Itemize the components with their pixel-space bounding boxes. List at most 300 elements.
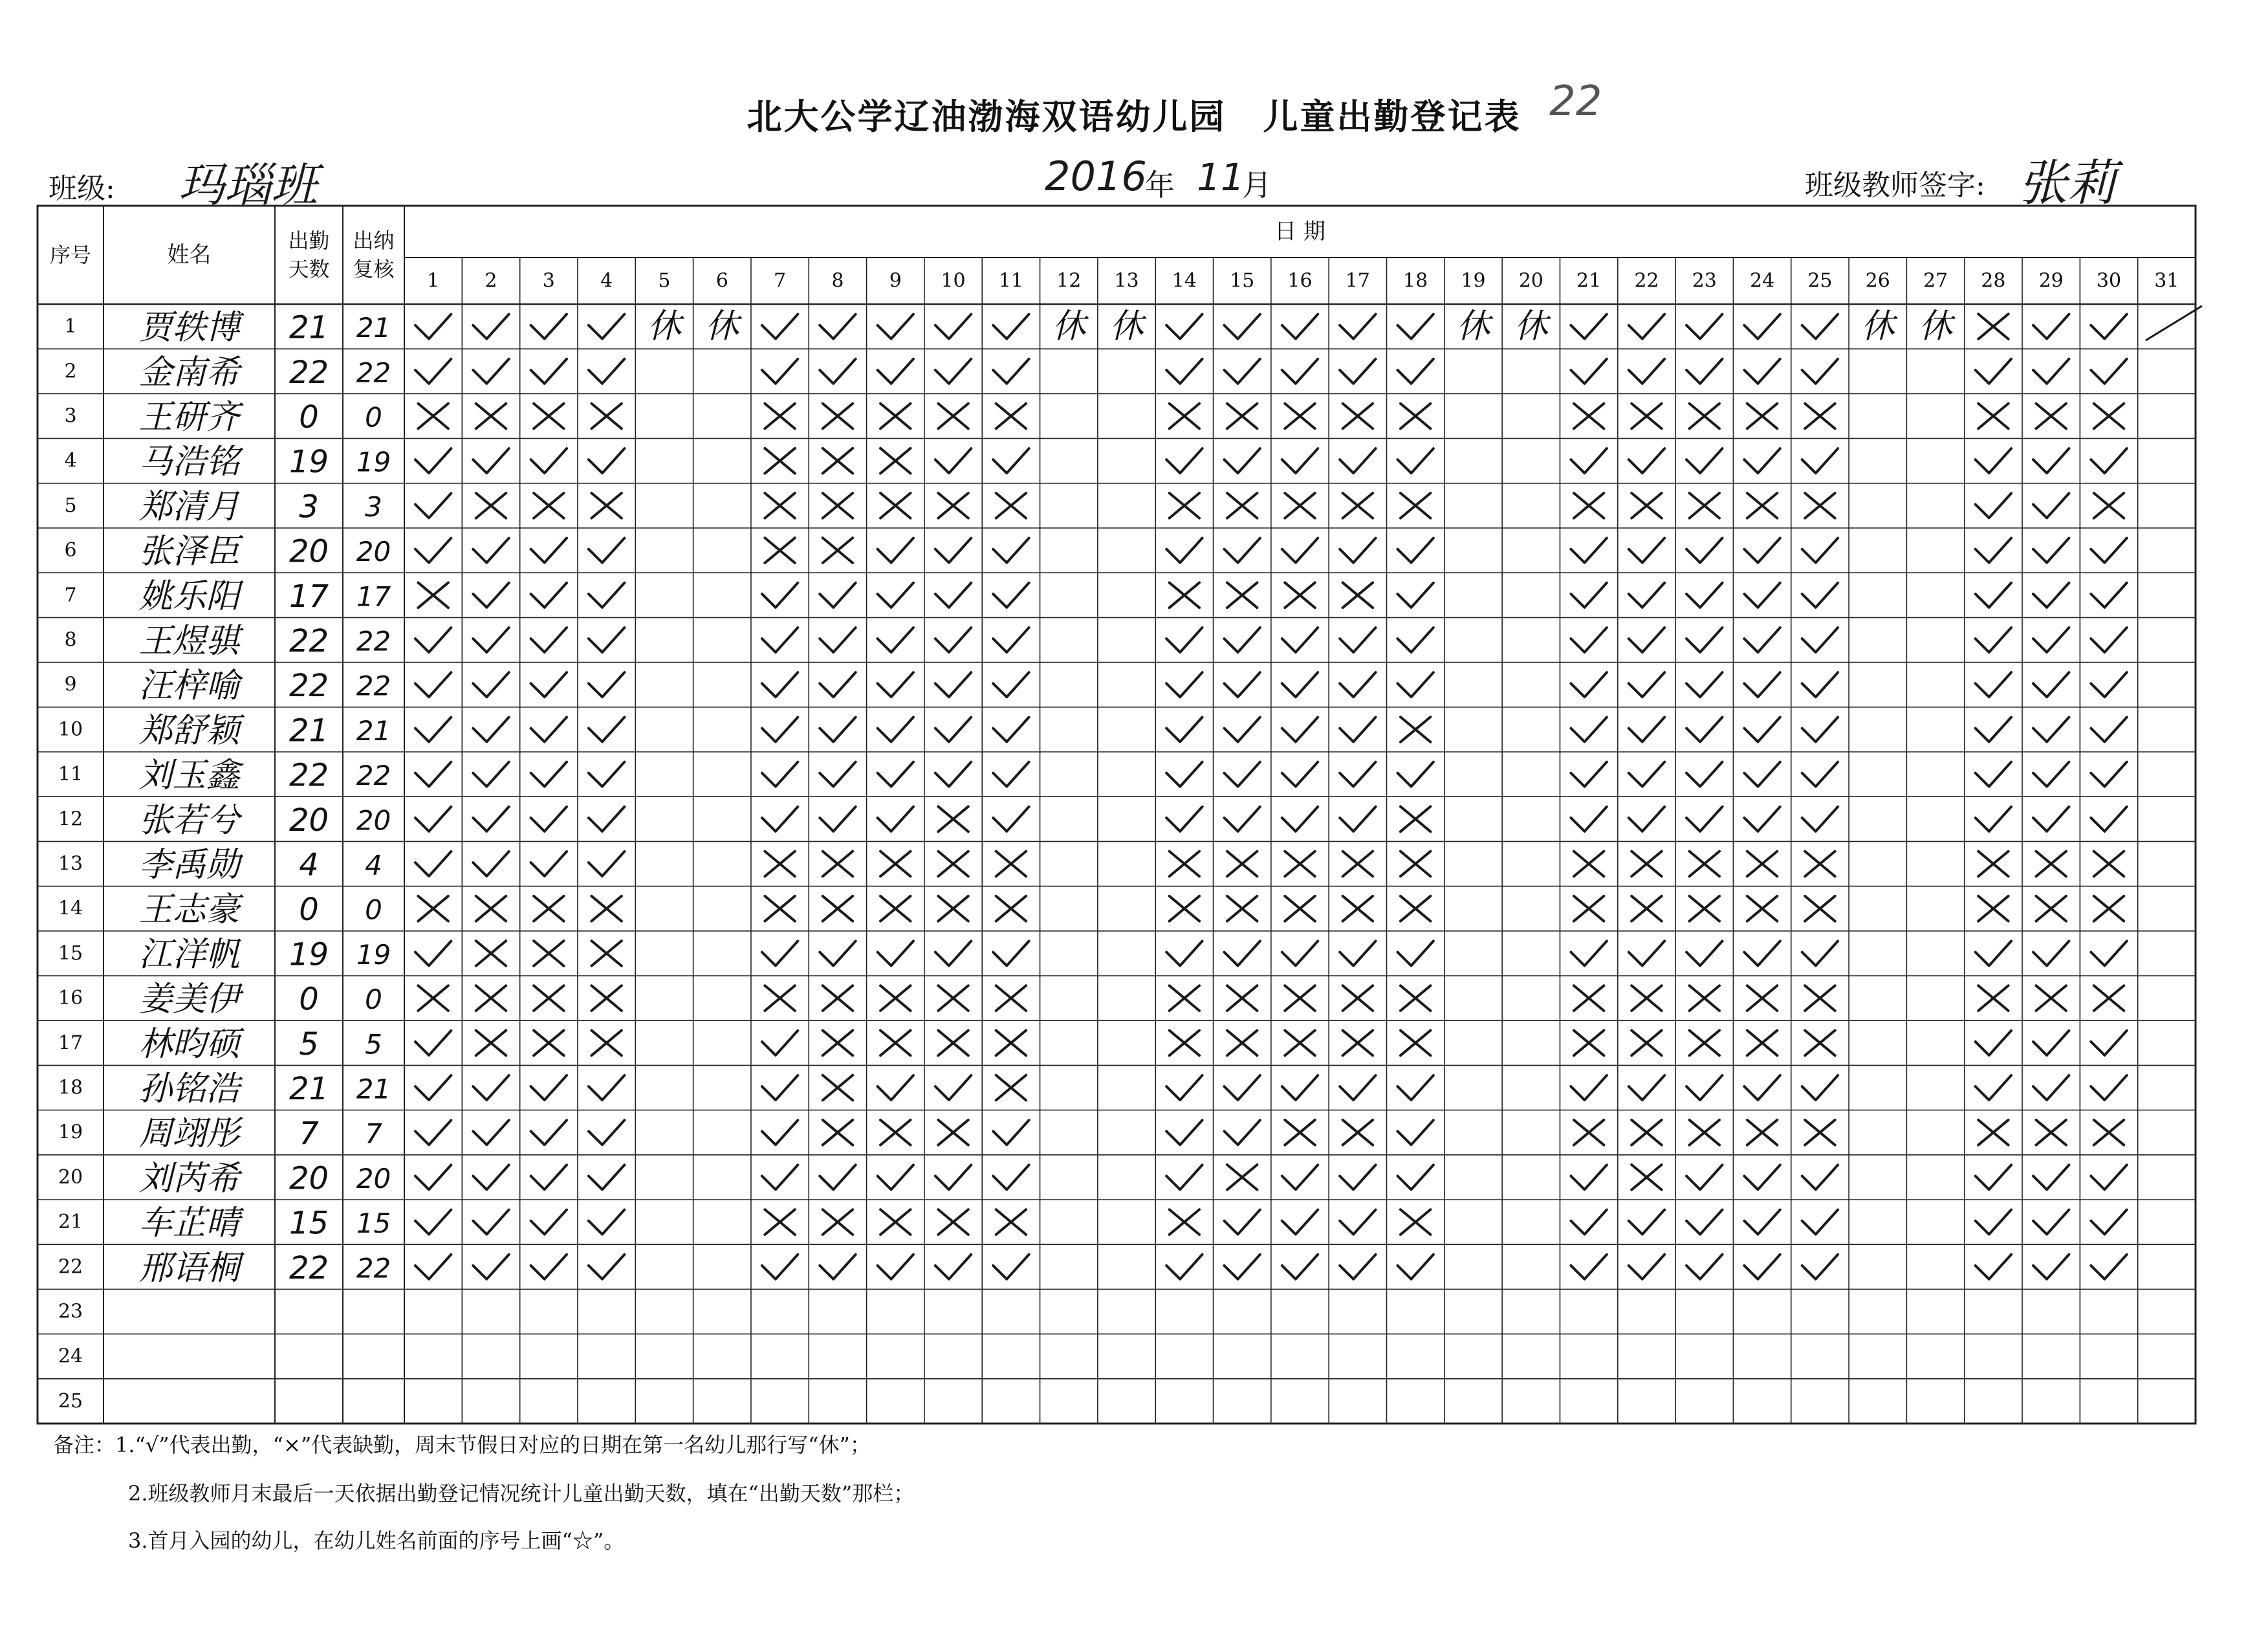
present-mark: [589, 314, 624, 339]
absent-mark: [1343, 493, 1373, 518]
attend-days-value: 5: [299, 1026, 319, 1062]
present-mark: [1976, 493, 2011, 518]
absent-mark: [880, 493, 910, 518]
present-mark: [993, 359, 1029, 384]
student-name: 王研齐: [138, 398, 240, 437]
present-mark: [993, 1255, 1029, 1279]
handwritten-count-mark: 22: [1549, 78, 1602, 126]
present-mark: [589, 852, 624, 876]
present-mark: [1802, 1255, 1838, 1279]
present-mark: [589, 538, 624, 563]
absent-mark: [1631, 852, 1661, 877]
absent-mark: [1170, 896, 1199, 921]
row-seq: 7: [64, 584, 77, 607]
attend-days-value: 3: [299, 489, 319, 525]
student-name: 邢语桐: [138, 1248, 240, 1288]
row-seq: 3: [64, 404, 77, 428]
present-mark: [1282, 762, 1318, 787]
teacher-sign-label: 班级教师签字:: [1805, 169, 1985, 202]
rest-day-mark: 休: [1514, 307, 1548, 346]
present-mark: [1571, 941, 1606, 965]
absent-mark: [591, 985, 621, 1011]
attend-days-value: 22: [289, 757, 329, 794]
row-seq: 22: [58, 1255, 83, 1279]
recheck-value: 22: [356, 760, 391, 792]
student-name: 郑清月: [138, 487, 240, 527]
day-header: 21: [1576, 269, 1602, 292]
present-mark: [1802, 583, 1838, 608]
present-mark: [1802, 1210, 1838, 1235]
day-header: 7: [774, 269, 787, 292]
present-mark: [1744, 1165, 1780, 1189]
absent-mark: [1285, 896, 1314, 921]
student-name: 王煜骐: [138, 622, 240, 661]
present-mark: [473, 762, 508, 787]
present-mark: [1340, 359, 1375, 384]
day-header: 13: [1114, 269, 1139, 292]
present-mark: [1397, 628, 1433, 652]
absent-mark: [823, 538, 853, 563]
present-mark: [1976, 583, 2011, 608]
present-mark: [1224, 448, 1259, 473]
present-mark: [1224, 628, 1259, 652]
present-mark: [935, 314, 971, 339]
present-mark: [2091, 1255, 2126, 1279]
absent-mark: [1343, 985, 1373, 1011]
present-mark: [820, 359, 855, 384]
recheck-value: 0: [365, 984, 382, 1016]
absent-mark: [765, 538, 794, 563]
note-2: 2.班级教师月末最后一天依据出勤登记情况统计儿童出勤天数，填在“出勤天数”那栏；: [128, 1481, 915, 1506]
row-seq: 6: [64, 539, 77, 562]
absent-mark: [534, 404, 563, 429]
present-mark: [589, 1120, 624, 1145]
absent-mark: [1285, 852, 1314, 877]
absent-mark: [1747, 404, 1777, 429]
present-mark: [878, 359, 913, 384]
attend-days-value: 22: [289, 668, 329, 705]
absent-mark: [1574, 1120, 1604, 1145]
present-mark: [993, 314, 1029, 339]
present-mark: [2091, 1165, 2126, 1189]
absent-mark: [418, 985, 448, 1011]
present-mark: [1166, 359, 1202, 384]
present-mark: [1397, 941, 1433, 965]
present-mark: [415, 807, 451, 831]
present-mark: [1802, 1165, 1838, 1189]
present-mark: [1571, 1165, 1606, 1189]
present-mark: [2033, 762, 2069, 787]
row-seq: 1: [64, 315, 77, 338]
present-mark: [2033, 448, 2069, 473]
row-seq: 20: [58, 1165, 83, 1189]
present-mark: [473, 1075, 508, 1100]
absent-mark: [823, 404, 853, 429]
present-mark: [1166, 672, 1202, 697]
row-seq: 9: [64, 673, 77, 696]
present-mark: [1571, 538, 1606, 563]
present-mark: [1282, 448, 1318, 473]
absent-mark: [1805, 985, 1835, 1011]
row-seq: 4: [64, 449, 77, 472]
present-mark: [1976, 717, 2011, 742]
present-mark: [878, 1165, 913, 1189]
absent-mark: [1401, 493, 1430, 518]
present-mark: [820, 941, 855, 965]
form-title: 北大公学辽油渤海双语幼儿园 儿童出勤登记表: [747, 96, 1521, 137]
absent-mark: [765, 493, 794, 518]
absent-mark: [1401, 985, 1430, 1011]
present-mark: [878, 538, 913, 563]
present-mark: [1340, 807, 1375, 831]
absent-mark: [1170, 1209, 1199, 1235]
row-seq: 24: [58, 1345, 83, 1368]
present-mark: [589, 448, 624, 473]
present-mark: [1976, 628, 2011, 652]
absent-mark: [1631, 404, 1661, 429]
absent-mark: [1343, 582, 1373, 608]
present-mark: [1744, 583, 1780, 608]
attend-days-value: 19: [289, 444, 329, 481]
present-mark: [762, 1255, 798, 1279]
student-name: 马浩铭: [138, 443, 240, 482]
present-mark: [415, 448, 451, 473]
day-header: 15: [1230, 269, 1255, 292]
day-header: 29: [2038, 269, 2064, 292]
absent-mark: [1227, 852, 1257, 877]
present-mark: [1686, 1210, 1722, 1235]
present-mark: [1282, 359, 1318, 384]
present-mark: [473, 717, 508, 742]
absent-mark: [1285, 582, 1314, 608]
present-mark: [2091, 1031, 2126, 1055]
present-mark: [1282, 1165, 1318, 1189]
absent-mark: [476, 493, 506, 518]
class-label: 班级:: [49, 172, 115, 205]
present-mark: [473, 672, 508, 697]
present-mark: [1802, 807, 1838, 831]
present-mark: [1166, 314, 1202, 339]
present-mark: [1976, 1210, 2011, 1235]
header-recheck: 出纳: [353, 228, 395, 253]
student-name: 张泽臣: [138, 532, 240, 571]
row-seq: 21: [58, 1211, 83, 1234]
attend-days-value: 7: [299, 1116, 319, 1152]
attend-days-value: 19: [289, 936, 329, 973]
absent-mark: [2036, 852, 2066, 877]
absent-mark: [938, 985, 968, 1011]
recheck-value: 7: [365, 1117, 382, 1150]
absent-mark: [1574, 852, 1604, 877]
recheck-value: 22: [356, 357, 391, 389]
rest-day-mark: 休: [1919, 307, 1953, 346]
present-mark: [878, 762, 913, 787]
present-mark: [589, 1210, 624, 1235]
present-mark: [820, 1255, 855, 1279]
present-mark: [935, 1255, 971, 1279]
present-mark: [762, 1120, 798, 1145]
attend-days-value: 0: [299, 892, 319, 929]
absent-mark: [996, 1030, 1026, 1055]
absent-mark: [1978, 404, 2008, 429]
present-mark: [589, 762, 624, 787]
month-label: 月: [1242, 168, 1272, 203]
present-mark: [1224, 1120, 1259, 1145]
row-seq: 8: [64, 628, 77, 652]
present-mark: [1340, 448, 1375, 473]
present-mark: [1282, 628, 1318, 652]
rest-day-mark: 休: [1860, 307, 1895, 346]
day-header: 24: [1749, 269, 1775, 292]
recheck-value: 4: [365, 849, 382, 881]
present-mark: [2033, 672, 2069, 697]
present-mark: [878, 941, 913, 965]
header-recheck: 复核: [353, 257, 395, 281]
present-mark: [1397, 672, 1433, 697]
present-mark: [1744, 314, 1780, 339]
present-mark: [993, 941, 1029, 965]
absent-mark: [2094, 896, 2124, 921]
absent-mark: [476, 404, 506, 429]
present-mark: [1282, 314, 1318, 339]
attend-days-value: 21: [289, 1071, 329, 1107]
present-mark: [1629, 1075, 1664, 1100]
row-seq: 12: [58, 808, 83, 831]
absent-mark: [1227, 582, 1257, 608]
present-mark: [473, 1120, 508, 1145]
present-mark: [762, 1075, 798, 1100]
present-mark: [762, 717, 798, 742]
absent-mark: [938, 806, 968, 831]
absent-mark: [418, 896, 448, 921]
present-mark: [1224, 672, 1259, 697]
present-mark: [473, 448, 508, 473]
attend-days-value: 0: [299, 399, 319, 435]
student-name: 刘芮希: [138, 1159, 240, 1198]
recheck-value: 21: [356, 1073, 391, 1105]
absent-mark: [591, 404, 621, 429]
absent-mark: [1401, 1209, 1430, 1235]
absent-mark: [880, 1209, 910, 1235]
absent-mark: [880, 404, 910, 429]
present-mark: [589, 807, 624, 831]
present-mark: [762, 672, 798, 697]
present-mark: [1802, 762, 1838, 787]
present-mark: [820, 628, 855, 652]
absent-mark: [765, 896, 794, 921]
absent-mark: [765, 985, 794, 1011]
absent-mark: [1170, 493, 1199, 518]
present-mark: [589, 583, 624, 608]
absent-mark: [591, 1030, 621, 1055]
row-seq: 17: [58, 1031, 83, 1055]
absent-mark: [1631, 1030, 1661, 1055]
present-mark: [1802, 1075, 1838, 1100]
day-header: 12: [1056, 269, 1082, 292]
present-mark: [473, 314, 508, 339]
day-header: 5: [658, 269, 671, 292]
recheck-value: 0: [365, 894, 382, 926]
present-mark: [1340, 1210, 1375, 1235]
recheck-value: 19: [356, 938, 391, 971]
day-header: 31: [2154, 269, 2179, 292]
absent-mark: [823, 448, 853, 474]
row-seq: 14: [58, 897, 83, 920]
present-mark: [2091, 1210, 2126, 1235]
present-mark: [1686, 359, 1722, 384]
present-mark: [1571, 1075, 1606, 1100]
present-mark: [1802, 941, 1838, 965]
absent-mark: [1227, 896, 1257, 921]
present-mark: [1282, 538, 1318, 563]
absent-mark: [996, 896, 1026, 921]
row-seq: 13: [58, 852, 83, 875]
present-mark: [2033, 314, 2069, 339]
student-name: 金南希: [138, 353, 240, 392]
present-mark: [1686, 807, 1722, 831]
present-mark: [1571, 717, 1606, 742]
present-mark: [878, 717, 913, 742]
present-mark: [2033, 359, 2069, 384]
present-mark: [935, 448, 971, 473]
present-mark: [415, 672, 451, 697]
present-mark: [762, 1031, 798, 1055]
present-mark: [1976, 807, 2011, 831]
present-mark: [2033, 538, 2069, 563]
present-mark: [993, 448, 1029, 473]
present-mark: [762, 941, 798, 965]
absent-mark: [880, 1120, 910, 1145]
present-mark: [1166, 1165, 1202, 1189]
present-mark: [1802, 672, 1838, 697]
present-mark: [1629, 538, 1664, 563]
present-mark: [1629, 717, 1664, 742]
absent-mark: [765, 852, 794, 877]
present-mark: [531, 448, 567, 473]
present-mark: [2033, 493, 2069, 518]
present-mark: [2033, 1165, 2069, 1189]
absent-mark: [1285, 985, 1314, 1011]
recheck-value: 20: [356, 804, 391, 837]
present-mark: [878, 807, 913, 831]
present-mark: [878, 1255, 913, 1279]
present-mark: [1397, 359, 1433, 384]
student-name: 郑舒颖: [138, 711, 240, 751]
present-mark: [531, 807, 567, 831]
present-mark: [1686, 762, 1722, 787]
absent-mark: [534, 985, 563, 1011]
present-mark: [531, 628, 567, 652]
absent-mark: [938, 1209, 968, 1235]
present-mark: [1571, 1210, 1606, 1235]
absent-mark: [996, 1075, 1026, 1101]
present-mark: [531, 1210, 567, 1235]
present-mark: [1571, 583, 1606, 608]
absent-mark: [1805, 1030, 1835, 1055]
day-header: 3: [542, 269, 555, 292]
student-name: 姜美伊: [138, 980, 240, 1019]
absent-mark: [1631, 1165, 1661, 1190]
present-mark: [878, 1075, 913, 1100]
absent-mark: [1401, 896, 1430, 921]
attend-days-value: 22: [289, 354, 329, 391]
absent-mark: [534, 896, 563, 921]
present-mark: [1629, 807, 1664, 831]
present-mark: [1744, 1255, 1780, 1279]
present-mark: [1802, 448, 1838, 473]
present-mark: [762, 314, 798, 339]
present-mark: [2091, 762, 2126, 787]
student-name: 李禹勋: [138, 846, 240, 885]
absent-mark: [1170, 985, 1199, 1011]
absent-mark: [1690, 985, 1719, 1011]
absent-mark: [476, 985, 506, 1011]
absent-mark: [1631, 493, 1661, 518]
present-mark: [993, 672, 1029, 697]
absent-mark: [823, 985, 853, 1011]
absent-mark: [2094, 985, 2124, 1011]
present-mark: [531, 852, 567, 876]
present-mark: [878, 672, 913, 697]
present-mark: [1571, 448, 1606, 473]
absent-mark: [1690, 493, 1719, 518]
absent-mark: [591, 896, 621, 921]
student-name: 孙铭浩: [138, 1070, 240, 1108]
present-mark: [1397, 1255, 1433, 1279]
header-name: 姓名: [167, 242, 212, 268]
present-mark: [2033, 1075, 2069, 1100]
attend-days-value: 20: [289, 1160, 329, 1197]
absent-mark: [1978, 852, 2008, 877]
absent-mark: [1690, 852, 1719, 877]
absent-mark: [1805, 852, 1835, 877]
present-mark: [762, 359, 798, 384]
day-header: 22: [1634, 269, 1659, 292]
present-mark: [935, 1075, 971, 1100]
absent-mark: [938, 896, 968, 921]
present-mark: [1744, 672, 1780, 697]
recheck-value: 20: [356, 1162, 391, 1194]
rest-day-mark: 休: [1052, 307, 1086, 346]
absent-mark: [1690, 404, 1719, 429]
day-header: 14: [1172, 269, 1197, 292]
absent-mark: [880, 985, 910, 1011]
rest-day-mark: 休: [705, 307, 739, 346]
present-mark: [2091, 538, 2126, 563]
present-mark: [1340, 762, 1375, 787]
present-mark: [415, 538, 451, 563]
present-mark: [1686, 448, 1722, 473]
day-header: 4: [600, 269, 613, 292]
recheck-value: 17: [356, 580, 391, 613]
present-mark: [820, 583, 855, 608]
present-mark: [762, 762, 798, 787]
present-mark: [415, 717, 451, 742]
present-mark: [1340, 1075, 1375, 1100]
present-mark: [415, 628, 451, 652]
absent-mark: [1690, 1120, 1719, 1145]
header-seq: 序号: [49, 243, 92, 267]
present-mark: [1686, 941, 1722, 965]
absent-mark: [1690, 896, 1719, 921]
present-mark: [589, 359, 624, 384]
absent-mark: [1401, 717, 1430, 742]
recheck-value: 15: [356, 1207, 391, 1240]
present-mark: [878, 314, 913, 339]
attend-days-value: 22: [289, 1249, 329, 1286]
present-mark: [1976, 1031, 2011, 1055]
present-mark: [1166, 762, 1202, 787]
